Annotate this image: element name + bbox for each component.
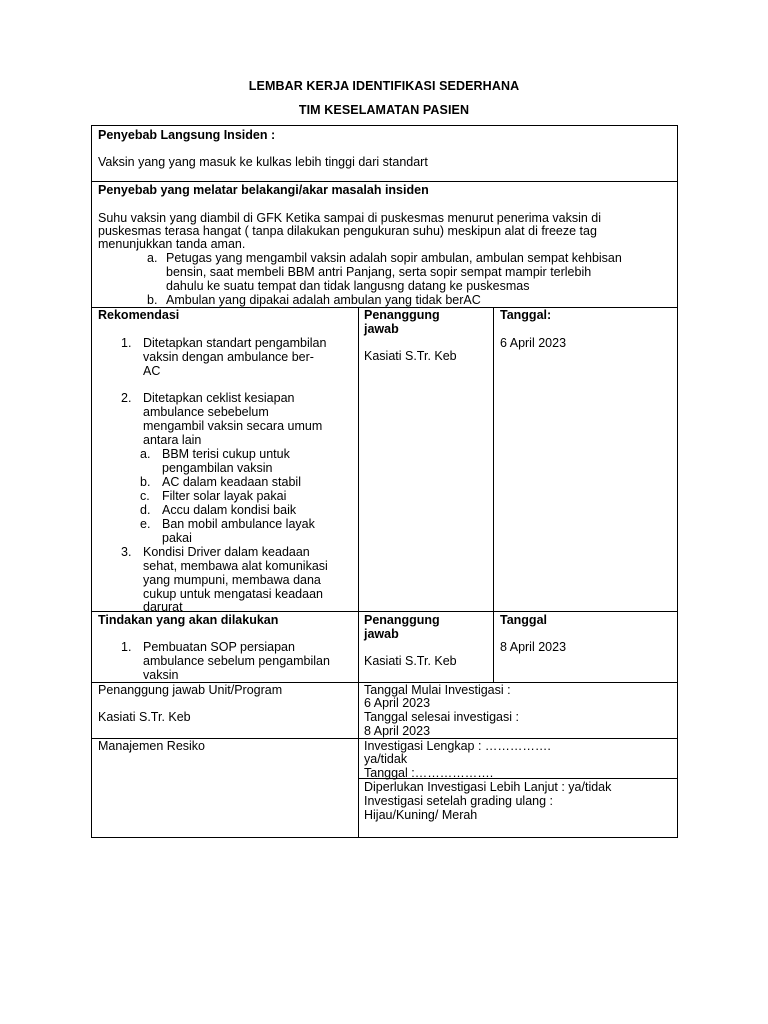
unit-end-label: Tanggal selesai investigasi : [364, 710, 519, 724]
unit-name: Kasiati S.Tr. Keb [98, 710, 191, 724]
section2-item-line: Petugas yang mengambil vaksin adalah sopir ambulan, ambulan sempat kehbisan [166, 251, 622, 265]
rekomendasi-date-heading: Tanggal: [500, 308, 552, 322]
section2-item-line: bensin, saat membeli BBM antri Panjang, serta sopir sempat mampir terlebih [166, 265, 592, 279]
rekomendasi-subitem-line: BBM terisi cukup untuk [162, 447, 290, 461]
rekomendasi-subitem-marker: d. [140, 503, 151, 517]
rekomendasi-pj-name: Kasiati S.Tr. Keb [364, 349, 457, 363]
manajemen-lengkap: Investigasi Lengkap : ……………. [364, 739, 551, 753]
document-subtitle: TIM KESELAMATAN PASIEN [298, 103, 470, 117]
section1-text: Vaksin yang yang masuk ke kulkas lebih tinggi dari standart [98, 155, 428, 169]
unit-start-date: 6 April 2023 [364, 696, 431, 710]
tindakan-item-line: Pembuatan SOP persiapan [143, 640, 295, 654]
unit-start-label: Tanggal Mulai Investigasi : [364, 683, 511, 697]
rekomendasi-subitem-marker: e. [140, 517, 151, 531]
section2-para-line: menunjukkan tanda aman. [98, 237, 246, 251]
section2-para-line: puskesmas terasa hangat ( tanpa dilakukan pengukuran suhu) meskipun alat di freeze tag [98, 224, 597, 238]
rekomendasi-subitem-marker: a. [140, 447, 151, 461]
manajemen-lanjut: Diperlukan Investigasi Lebih Lanjut : ya/tidak [364, 780, 612, 794]
rekomendasi-subitem-line: pakai [162, 531, 192, 545]
rekomendasi-item-line: vaksin dengan ambulance ber- [143, 350, 314, 364]
section2-item-marker: a. [147, 251, 158, 265]
section2-heading: Penyebab yang melatar belakangi/akar masalah insiden [98, 183, 429, 197]
section2-para-line: Suhu vaksin yang diambil di GFK Ketika sampai di puskesmas menurut penerima vaksin di [98, 211, 602, 225]
tindakan-item-line: ambulance sebelum pengambilan [143, 654, 330, 668]
divider-section1 [92, 181, 677, 182]
rekomendasi-item-marker: 1. [121, 336, 132, 350]
tindakan-pj-heading: jawab [364, 627, 399, 641]
unit-label: Penanggung jawab Unit/Program [98, 683, 283, 697]
rekomendasi-subitem-line: Accu dalam kondisi baik [162, 503, 297, 517]
rekomendasi-item-line: cukup untuk mengatasi keadaan [143, 587, 323, 601]
tindakan-date: 8 April 2023 [500, 640, 567, 654]
rekomendasi-subitem-marker: b. [140, 475, 151, 489]
rekomendasi-item-line: Kondisi Driver dalam keadaan [143, 545, 310, 559]
rekomendasi-subitem-line: AC dalam keadaan stabil [162, 475, 301, 489]
rekomendasi-item-marker: 2. [121, 391, 132, 405]
rekomendasi-subitem-line: Ban mobil ambulance layak [162, 517, 315, 531]
rekomendasi-date: 6 April 2023 [500, 336, 567, 350]
tindakan-item-line: vaksin [143, 668, 179, 682]
rekomendasi-item-line: sehat, membawa alat komunikasi [143, 559, 328, 573]
rekomendasi-heading: Rekomendasi [98, 308, 180, 322]
rekomendasi-item-line: yang mumpuni, membawa dana [143, 573, 321, 587]
tindakan-pj-name: Kasiati S.Tr. Keb [364, 654, 457, 668]
column-divider-1 [358, 307, 359, 838]
rekomendasi-subitem-line: Filter solar layak pakai [162, 489, 287, 503]
rekomendasi-item-line: ambulance sebebelum [143, 405, 269, 419]
rekomendasi-item-marker: 3. [121, 545, 132, 559]
section2-item-line: dahulu ke suatu tempat dan tidak langusng datang ke puskesmas [166, 279, 530, 293]
manajemen-grading: Investigasi setelah grading ulang : [364, 794, 554, 808]
investigation-table [91, 125, 678, 838]
rekomendasi-item-line: AC [143, 364, 161, 378]
rekomendasi-subitem-line: pengambilan vaksin [162, 461, 273, 475]
manajemen-grading-options: Hijau/Kuning/ Merah [364, 808, 478, 822]
rekomendasi-pj-heading: Penanggung [364, 308, 440, 322]
rekomendasi-item-line: Ditetapkan standart pengambilan [143, 336, 327, 350]
rekomendasi-subitem-marker: c. [140, 489, 150, 503]
manajemen-label: Manajemen Resiko [98, 739, 205, 753]
unit-end-date: 8 April 2023 [364, 724, 431, 738]
section1-heading: Penyebab Langsung Insiden : [98, 128, 276, 142]
document-title: LEMBAR KERJA IDENTIFIKASI SEDERHANA [248, 79, 520, 93]
rekomendasi-item-line: mengambil vaksin secara umum [143, 419, 323, 433]
section2-item-line: Ambulan yang dipakai adalah ambulan yang tidak berAC [166, 293, 481, 307]
tindakan-date-heading: Tanggal [500, 613, 547, 627]
manajemen-lengkap-options: ya/tidak [364, 752, 408, 766]
rekomendasi-pj-heading: jawab [364, 322, 399, 336]
rekomendasi-item-line: darurat [143, 600, 183, 614]
manajemen-tanggal: Tanggal :………………. [364, 766, 494, 780]
tindakan-item-marker: 1. [121, 640, 132, 654]
tindakan-pj-heading: Penanggung [364, 613, 440, 627]
section2-item-marker: b. [147, 293, 158, 307]
tindakan-heading: Tindakan yang akan dilakukan [98, 613, 279, 627]
column-divider-2 [493, 307, 494, 682]
rekomendasi-item-line: antara lain [143, 433, 202, 447]
rekomendasi-item-line: Ditetapkan ceklist kesiapan [143, 391, 295, 405]
